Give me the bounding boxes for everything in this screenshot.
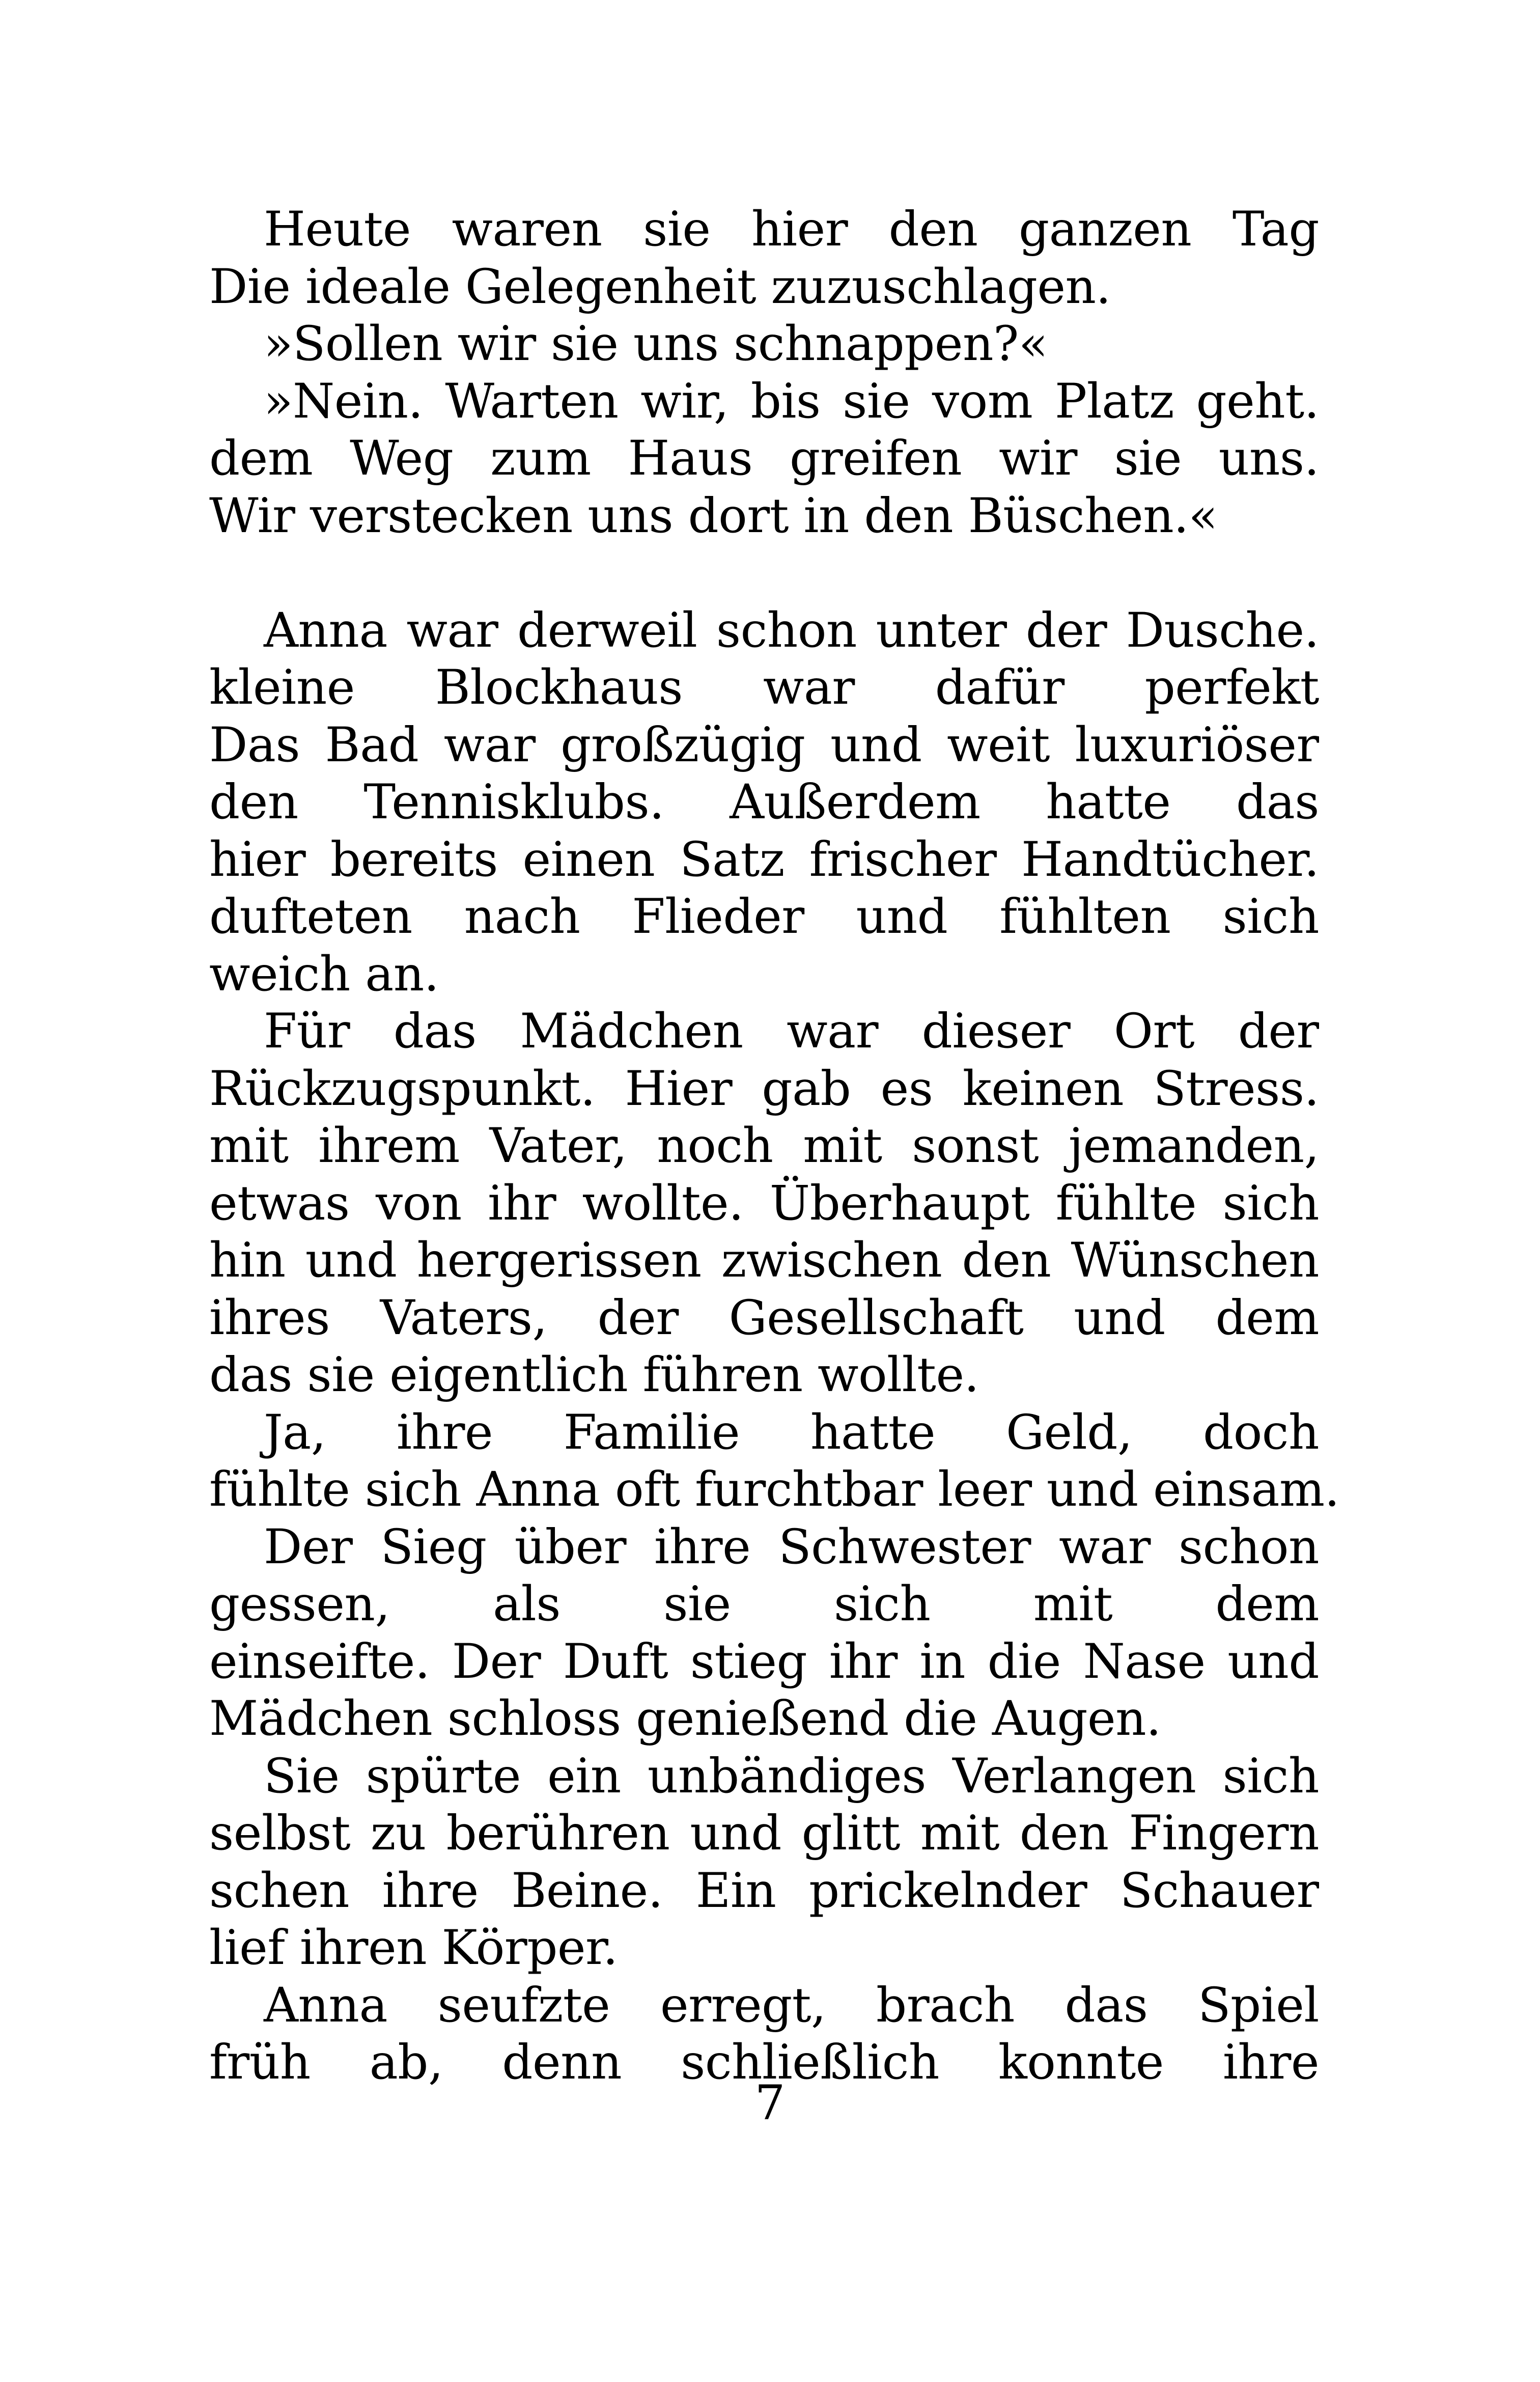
page-number: 7 [754, 2075, 786, 2131]
text-line: weich an. [209, 946, 439, 1002]
blank-line [209, 545, 1319, 602]
text-line: Rückzugspunkt. Hier gab es keinen Stress. [209, 1061, 1319, 1117]
text-line: Mädchen schloss genießend die Augen. [209, 1691, 1161, 1747]
text-line: selbst zu berühren und glitt mit den Fingern [209, 1806, 1319, 1861]
text-line: »Nein. Warten wir, bis sie vom Platz geht. [264, 373, 1319, 429]
text-line: Das Bad war großzügig und weit luxuriöser [209, 717, 1319, 773]
text-line: Sie spürte ein unbändiges Verlangen sich [264, 1748, 1319, 1804]
text-line: das sie eigentlich führen wollte. [209, 1347, 979, 1403]
text-line: Ja, ihre Familie hatte Geld, doch [264, 1404, 1319, 1460]
text-line: Anna war derweil schon unter der Dusche. [264, 602, 1319, 658]
text-line: Heute waren sie hier den ganzen Tag [264, 202, 1319, 257]
text-line: einseifte. Der Duft stieg ihr in die Nase und [209, 1633, 1319, 1689]
text-line: etwas von ihr wollte. Überhaupt fühlte sich [209, 1175, 1319, 1231]
text-line: lief ihren Körper. [209, 1920, 618, 1976]
text-line: »Sollen wir sie uns schnappen?« [264, 316, 1048, 372]
text-line: hin und hergerissen zwischen den Wünschen [209, 1233, 1319, 1288]
text-line: früh ab, denn schließlich konnte ihre [209, 2035, 1319, 2090]
text-line: Der Sieg über ihre Schwester war schon [264, 1519, 1319, 1575]
text-line: Die ideale Gelegenheit zuzuschlagen. [209, 259, 1111, 315]
text-line: dufteten nach Flieder und fühlten sich [209, 889, 1319, 945]
text-line: schen ihre Beine. Ein prickelnder Schauer [209, 1863, 1319, 1919]
text-line: dem Weg zum Haus greifen wir sie uns. [209, 431, 1319, 486]
text-line: kleine Blockhaus war dafür perfekt [209, 660, 1319, 715]
text-line: Für das Mädchen war dieser Ort der [264, 1004, 1319, 1059]
text-line: mit ihrem Vater, noch mit sonst jemanden, [209, 1118, 1319, 1174]
text-line: hier bereits einen Satz frischer Handtücher. [209, 832, 1319, 888]
page-body [209, 201, 1340, 2092]
text-line: gessen, als sie sich mit dem [209, 1576, 1319, 1632]
text-line: fühlte sich Anna oft furchtbar leer und einsam. [209, 1462, 1340, 1517]
text-line: ihres Vaters, der Gesellschaft und dem [209, 1290, 1319, 1346]
text-line: den Tennisklubs. Außerdem hatte das [209, 774, 1319, 830]
text-line: Anna seufzte erregt, brach das Spiel [264, 1977, 1319, 2033]
text-line: Wir verstecken uns dort in den Büschen.« [209, 488, 1218, 544]
